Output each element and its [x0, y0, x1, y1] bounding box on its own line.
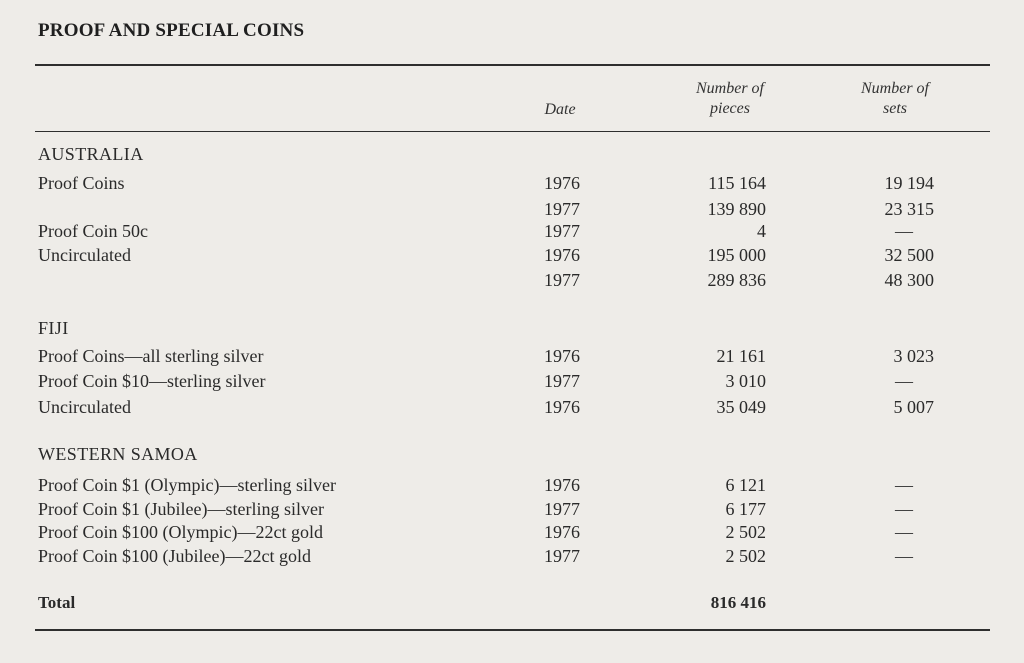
pieces-cell: 3 010	[725, 371, 766, 391]
section-label: WESTERN SAMOA	[38, 444, 198, 464]
date-column-header: Date	[544, 101, 576, 118]
section-label: FIJI	[38, 318, 69, 338]
item-label: Proof Coin 50c	[38, 221, 148, 241]
table-row	[0, 369, 1024, 393]
sets-cell: 23 315	[884, 199, 934, 219]
table-row	[0, 473, 1024, 497]
item-label: Proof Coins—all sterling silver	[38, 346, 264, 366]
date-cell: 1977	[544, 221, 580, 241]
sets-cell: 3 023	[893, 346, 934, 366]
sets-cell: 48 300	[884, 270, 934, 290]
table-row	[0, 219, 1024, 243]
item-label: Uncirculated	[38, 245, 131, 265]
table-row	[0, 268, 1024, 292]
date-cell: 1977	[544, 371, 580, 391]
date-cell: 1976	[544, 245, 580, 265]
pieces-cell: 115 164	[708, 173, 766, 193]
sets-cell: —	[895, 546, 913, 566]
pieces-cell: 35 049	[716, 397, 766, 417]
pieces-header-line-1: Number of	[696, 80, 764, 97]
table-row	[0, 344, 1024, 368]
sets-cell: —	[895, 371, 913, 391]
pieces-cell: 139 890	[707, 199, 766, 219]
item-label: Uncirculated	[38, 397, 131, 417]
item-label: Proof Coins	[38, 173, 125, 193]
pieces-cell: 21 161	[716, 346, 766, 366]
sets-header-line-2: sets	[883, 100, 907, 117]
date-cell: 1977	[544, 199, 580, 219]
date-cell: 1977	[544, 499, 580, 519]
sets-header-line-1: Number of	[861, 80, 929, 97]
sets-cell: 5 007	[893, 397, 934, 417]
sets-cell: 32 500	[884, 245, 934, 265]
item-label: Proof Coin $1 (Olympic)—sterling silver	[38, 475, 336, 495]
pieces-cell: 195 000	[707, 245, 766, 265]
total-row	[0, 591, 1024, 615]
section-label: AUSTRALIA	[38, 144, 144, 164]
table-row	[0, 243, 1024, 267]
section-heading-row	[0, 142, 1024, 166]
top-rule	[35, 64, 990, 66]
sets-cell: —	[895, 522, 913, 542]
header-rule	[35, 131, 990, 132]
sets-cell: —	[895, 499, 913, 519]
pieces-cell: 6 121	[725, 475, 766, 495]
pieces-cell: 4	[757, 221, 766, 241]
date-cell: 1977	[544, 546, 580, 566]
table-row	[0, 171, 1024, 195]
sets-cell: —	[895, 475, 913, 495]
table-row	[0, 520, 1024, 544]
table-row	[0, 544, 1024, 568]
date-cell: 1976	[544, 397, 580, 417]
item-label: Total	[38, 593, 76, 612]
sets-column-header	[830, 79, 960, 119]
table-row	[0, 197, 1024, 221]
pieces-cell: 2 502	[725, 522, 766, 542]
pieces-cell: 2 502	[725, 546, 766, 566]
pieces-cell: 816 416	[710, 593, 766, 612]
item-label: Proof Coin $100 (Olympic)—22ct gold	[38, 522, 323, 542]
date-cell: 1976	[544, 475, 580, 495]
section-heading-row	[0, 442, 1024, 466]
date-cell: 1977	[544, 270, 580, 290]
page-title: PROOF AND SPECIAL COINS	[38, 20, 305, 41]
date-cell: 1976	[544, 173, 580, 193]
pieces-cell: 289 836	[707, 270, 766, 290]
date-cell: 1976	[544, 522, 580, 542]
pieces-column-header	[660, 79, 800, 119]
table-row	[0, 497, 1024, 521]
sets-cell: 19 194	[884, 173, 934, 193]
date-cell: 1976	[544, 346, 580, 366]
sets-cell: —	[895, 221, 913, 241]
pieces-header-line-2: pieces	[710, 100, 750, 117]
bottom-rule	[35, 629, 990, 631]
table-row	[0, 395, 1024, 419]
item-label: Proof Coin $10—sterling silver	[38, 371, 266, 391]
item-label: Proof Coin $1 (Jubilee)—sterling silver	[38, 499, 324, 519]
pieces-cell: 6 177	[725, 499, 766, 519]
item-label: Proof Coin $100 (Jubilee)—22ct gold	[38, 546, 311, 566]
section-heading-row	[0, 316, 1024, 340]
